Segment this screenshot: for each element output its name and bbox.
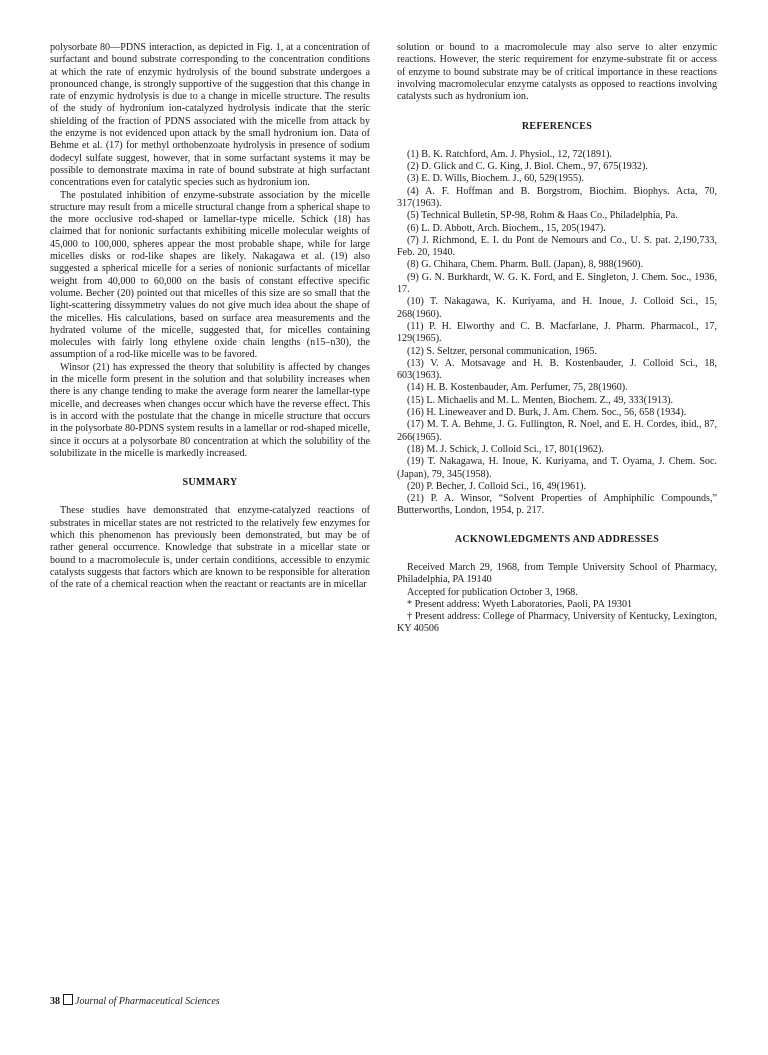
ack-line: * Present address: Wyeth Laboratories, Paoli, PA 19301 xyxy=(407,598,633,610)
reference-item: (19) T. Nakagawa, H. Inoue, K. Kuriyama, and T. Oyama, J. Chem. Soc. (Japan), 79, 345(1958). xyxy=(397,456,717,480)
reference-item: (13) V. A. Motsavage and H. B. Kostenbauder, J. Colloid Sci., 18, 603(1963). xyxy=(397,357,717,382)
reference-item: (17) M. T. A. Behme, J. G. Fullington, R. Noel, and E. H. Cordes, ibid., 87, 266(1965). xyxy=(397,419,717,443)
reference-item: (14) H. B. Kostenbauder, Am. Perfumer, 75, 28(1960). xyxy=(407,382,628,394)
reference-item: (9) G. N. Burkhardt, W. G. K. Ford, and E. Singleton, J. Chem. Soc., 1936, 17. xyxy=(397,271,717,296)
reference-item: (11) P. H. Elworthy and C. B. Macfarlane, J. Pharm. Pharmacol., 17, 129(1965). xyxy=(397,320,717,345)
reference-item: (5) Technical Bulletin, SP-98, Rohm & Haas Co., Philadelphia, Pa. xyxy=(407,210,678,222)
left-column xyxy=(50,42,370,591)
reference-item: (1) B. K. Ratchford, Am. J. Physiol., 12, 72(1891). xyxy=(407,148,612,160)
page-number: 38 xyxy=(50,996,60,1007)
reference-item: (12) S. Seltzer, personal communication, 1965. xyxy=(407,345,597,357)
body-paragraph: polysorbate 80—PDNS interaction, as depicted in Fig. 1, at a concentration of surfactant and bound substrate corresponding to the concentration conditions at which the rate of enzymic hydrolysis of the bound substrate undergoes a pronounced change, is strongly supportive of the suggestion that this change in rate of enzymic hydrolysis is due to a change in micelle structure. The results of the study of hydronium ion-catalyzed hydrolysis indicate that the steric shielding of the fraction of PDNS associated with the micelle from attack by the enzyme is not evidenced upon attack by the small hydronium ion. Data of Behme et al. (17) for methyl orthobenzoate hydrolysis in presence of sodium dodecyl sulfate suggest, however, that in some surfactant systems it may be possible to demonstrate maxima in rate of bound substrate at high surfactant concentrations even for catalytic species such as hydronium ion. xyxy=(50,42,370,189)
reference-list xyxy=(397,149,717,518)
body-paragraph: Winsor (21) has expressed the theory that solubility is affected by changes in the micelle form present in the solution and that solubility increases when there is any change tending to make the average form nearer the lamellar-type micelle, and decreases when changes occur which have the reverse effect. This is in accord with the postulate that the change in micelle structure that occurs in the polysorbate 80-PDNS system results in a lamellar or rod-shaped micelle, since it occurs at a polysorbate 80 concentration at which the solubility of the solubilizate in the micelle is markedly increased. xyxy=(50,361,370,459)
ack-line: † Present address: College of Pharmacy, University of Kentucky, Lexington, KY 40506 xyxy=(397,611,717,635)
summary-paragraph: These studies have demonstrated that enzyme-catalyzed reactions of substrates in micellar states are not restricted to the relatively few enzymes for which this phenomenon has previously been demonstrated, but may be of rather general occurrence. Knowledge that substrate in a micellar state or bound to a macromolecule is, under certain conditions, accessible to enzymic catalysts suggests that factors which are known to be responsible for alteration of the rate of a chemical reaction when the reactant or reactants are in micellar xyxy=(50,505,370,591)
reference-item: (3) E. D. Wills, Biochem. J., 60, 529(1955). xyxy=(407,173,584,185)
reference-item: (6) L. D. Abbott, Arch. Biochem., 15, 205(1947). xyxy=(407,222,606,234)
reference-item: (7) J. Richmond, E. I. du Pont de Nemours and Co., U. S. pat. 2,190,733, Feb. 20, 1940. xyxy=(397,234,717,259)
ack-line: Accepted for publication October 3, 1968. xyxy=(407,586,578,598)
right-column xyxy=(397,42,717,636)
reference-item: (16) H. Lineweaver and D. Burk, J. Am. Chem. Soc., 56, 658 (1934). xyxy=(407,407,687,419)
reference-item: (4) A. F. Hoffman and B. Borgstrom, Biochim. Biophys. Acta, 70, 317(1963). xyxy=(397,185,717,209)
journal-name: Journal of Pharmaceutical Sciences xyxy=(75,996,220,1007)
body-paragraph: The postulated inhibition of enzyme-substrate association by the micelle structure may result from a micelle structural change from a spherical shape to the more occlusive rod-shaped or lamellar-type micelle. Schick (18) has claimed that for nonionic surfactants exhibiting micelle molecular weights of 45,000 to 100,000, spheres appear the most probable shape, while for large micelles disks or rod-like shapes are likely. Nakagawa et al. (19) also suggested a spherical micelle for a series of nonionic surfactants of micellar weight from 40,000 to 60,000 on the basis of constant effective specific volume. Becher (20) pointed out that micelles of this size are so small that the light-scattering dissymmetry values do not give much idea about the shape of the micelles. His calculations, based on surface area measurements and the hydrated volume of the micelle, suggested that, for micelles containing molecules with fairly long ethylene oxide chain lengths (n15–n30), the assumption of a rod-like micelle was to be favored. xyxy=(50,189,370,361)
square-icon xyxy=(63,994,73,1005)
acknowledgments-block xyxy=(397,562,717,636)
ack-line: Received March 29, 1968, from Temple University School of Pharmacy, Philadelphia, PA 19140 xyxy=(397,561,717,586)
reference-item: (8) G. Chihara, Chem. Pharm. Bull. (Japan), 8, 988(1960). xyxy=(407,259,644,271)
reference-item: (10) T. Nakagawa, K. Kuriyama, and H. Inoue, J. Colloid Sci., 15, 268(1960). xyxy=(397,296,717,320)
reference-item: (21) P. A. Winsor, “Solvent Properties of Amphiphilic Compounds,” Butterworths, London, 1954, p. 217. xyxy=(397,493,717,517)
reference-item: (15) L. Michaelis and M. L. Menten, Biochem. Z., 49, 333(1913). xyxy=(407,394,674,406)
reference-item: (2) D. Glick and C. G. King, J. Biol. Chem., 97, 675(1932). xyxy=(407,161,648,173)
acknowledgments-heading: ACKNOWLEDGMENTS AND ADDRESSES xyxy=(454,533,660,545)
body-paragraph: solution or bound to a macromolecule may also serve to alter enzymic reactions. However, the steric requirement for enzyme-substrate fit or access of enzyme to bound substrate may be of critical importance in these reactions involving macromolecular enzyme catalysts as opposed to reactions involving catalysts such as hydronium ion. xyxy=(397,42,717,103)
reference-item: (20) P. Becher, J. Colloid Sci., 16, 49(1961). xyxy=(407,480,587,492)
reference-item: (18) M. J. Schick, J. Colloid Sci., 17, 801(1962). xyxy=(407,443,604,455)
references-heading: REFERENCES xyxy=(521,121,593,133)
summary-heading: SUMMARY xyxy=(182,477,238,489)
page-footer xyxy=(50,994,220,1007)
